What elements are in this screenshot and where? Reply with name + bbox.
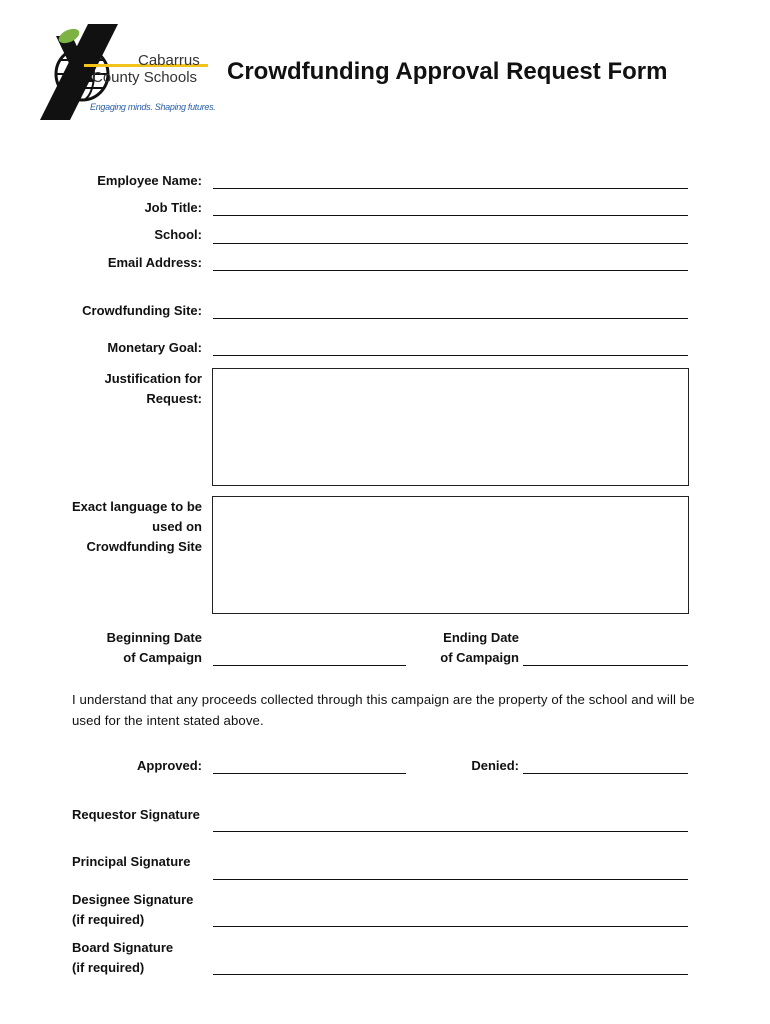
district-logo [38,22,216,122]
acknowledgement-statement: I understand that any proceeds collected through this campaign are the property of the school and will be used for the intent stated above. [72,692,695,728]
approved-field[interactable] [213,773,406,774]
approved-label: Approved: [137,758,202,773]
crowdfunding-site-field[interactable] [213,318,688,319]
justification-textbox[interactable] [212,368,689,486]
form-title: Crowdfunding Approval Request Form [227,58,668,85]
justification-label-line1: Justification for [104,371,202,386]
logo-tagline: Engaging minds. Shaping futures. [90,102,216,112]
end-date-label-line2: of Campaign [440,650,519,665]
monetary-goal-label: Monetary Goal: [107,340,202,355]
logo-name-line1: Cabarrus [138,52,200,69]
principal-signature-field[interactable] [213,879,688,880]
begin-date-label-line1: Beginning Date [106,630,202,645]
exact-language-label-line3: Crowdfunding Site [86,539,202,554]
designee-signature-label-line2: (if required) [72,912,145,927]
justification-label-line2: Request: [146,391,202,406]
monetary-goal-field[interactable] [213,355,688,356]
email-label: Email Address: [107,255,202,270]
principal-signature-label: Principal Signature [72,854,191,869]
crowdfunding-site-label: Crowdfunding Site: [82,303,202,318]
board-signature-label-line2: (if required) [72,960,145,975]
denied-field[interactable] [523,773,688,774]
exact-language-textbox[interactable] [212,496,689,614]
begin-date-field[interactable] [213,665,406,666]
exact-language-label-line2: used on [152,519,202,534]
board-signature-label-line1: Board Signature [72,940,174,955]
designee-signature-label-line1: Designee Signature [72,892,194,907]
begin-date-label-line2: of Campaign [123,650,202,665]
email-field[interactable] [213,270,688,271]
job-title-field[interactable] [213,215,688,216]
end-date-label-line1: Ending Date [443,630,519,645]
end-date-field[interactable] [523,665,688,666]
designee-signature-field[interactable] [213,926,688,927]
requestor-signature-label: Requestor Signature [72,807,200,822]
requestor-signature-field[interactable] [213,831,688,832]
board-signature-field[interactable] [213,974,688,975]
school-field[interactable] [213,243,688,244]
employee-name-field[interactable] [213,188,688,189]
job-title-label: Job Title: [144,200,202,215]
exact-language-label-line1: Exact language to be [71,499,202,514]
denied-label: Denied: [471,758,519,773]
employee-name-label: Employee Name: [97,173,202,188]
school-label: School: [154,227,202,242]
logo-name-line2: County Schools [92,69,198,86]
